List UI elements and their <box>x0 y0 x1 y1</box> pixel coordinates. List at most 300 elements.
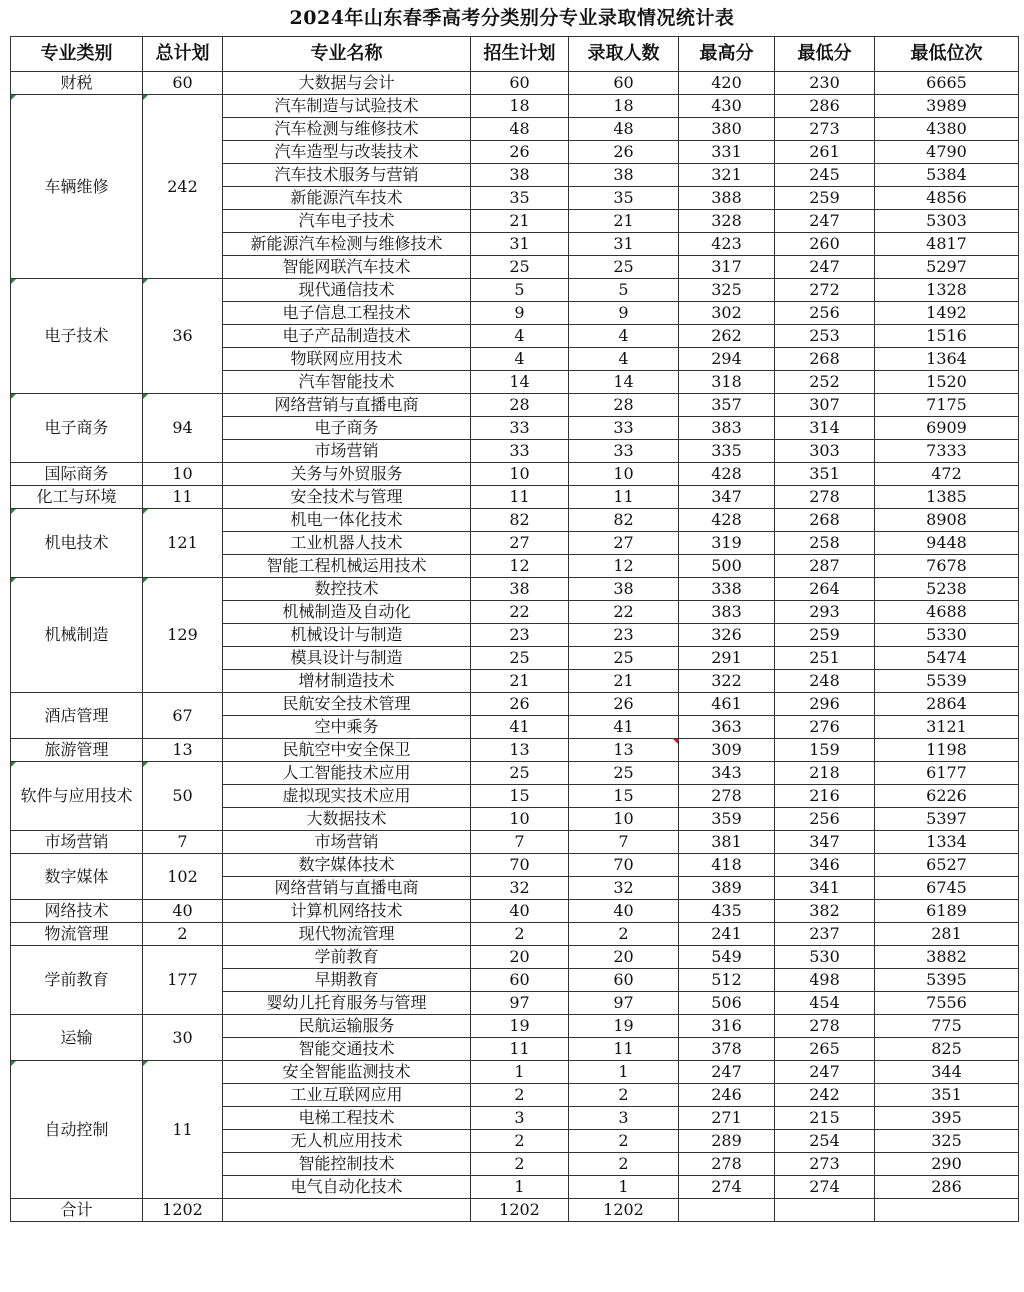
cell-marker-icon <box>11 279 16 284</box>
max-score-cell: 335 <box>679 440 775 463</box>
table-row <box>11 95 1019 118</box>
admitted-cell: 60 <box>569 72 679 95</box>
major-name-cell: 工业互联网应用 <box>223 1084 471 1107</box>
table-row <box>11 762 1019 785</box>
min-rank-cell: 5539 <box>875 670 1019 693</box>
table-row <box>11 279 1019 302</box>
total-plan-cell: 2 <box>143 923 223 946</box>
min-score-cell: 159 <box>775 739 875 762</box>
admitted-cell: 35 <box>569 187 679 210</box>
admitted-cell: 11 <box>569 486 679 509</box>
admitted-cell: 38 <box>569 578 679 601</box>
min-rank-cell: 5384 <box>875 164 1019 187</box>
total-plan-cell: 60 <box>143 72 223 95</box>
category-cell: 机械制造 <box>11 578 143 693</box>
cell-marker-icon <box>143 95 148 100</box>
enroll-plan-cell: 11 <box>471 1038 569 1061</box>
max-score-cell: 380 <box>679 118 775 141</box>
enroll-plan-cell: 25 <box>471 647 569 670</box>
total-plan-cell: 94 <box>143 394 223 463</box>
admitted-cell: 15 <box>569 785 679 808</box>
min-score-cell: 259 <box>775 187 875 210</box>
major-name-cell: 关务与外贸服务 <box>223 463 471 486</box>
admitted-cell: 60 <box>569 969 679 992</box>
total-plan-cell: 177 <box>143 946 223 1015</box>
major-name-cell: 机械制造及自动化 <box>223 601 471 624</box>
max-score-cell: 291 <box>679 647 775 670</box>
min-rank-cell: 472 <box>875 463 1019 486</box>
admitted-cell: 10 <box>569 808 679 831</box>
major-name-cell: 电气自动化技术 <box>223 1176 471 1199</box>
total-plan-cell: 129 <box>143 578 223 693</box>
enroll-plan-cell: 21 <box>471 670 569 693</box>
min-score-cell: 382 <box>775 900 875 923</box>
min-score-cell: 530 <box>775 946 875 969</box>
enroll-plan-cell: 14 <box>471 371 569 394</box>
max-score-cell: 246 <box>679 1084 775 1107</box>
table-row <box>11 693 1019 716</box>
max-score-cell: 388 <box>679 187 775 210</box>
enroll-plan-cell: 60 <box>471 969 569 992</box>
total-plan-cell: 13 <box>143 739 223 762</box>
admitted-cell: 13 <box>569 739 679 762</box>
min-score-cell: 256 <box>775 808 875 831</box>
category-cell: 旅游管理 <box>11 739 143 762</box>
min-rank-cell: 5238 <box>875 578 1019 601</box>
enroll-plan-cell: 4 <box>471 325 569 348</box>
admitted-cell: 1 <box>569 1061 679 1084</box>
major-name-cell: 智能交通技术 <box>223 1038 471 1061</box>
table-row <box>11 923 1019 946</box>
min-rank-cell: 325 <box>875 1130 1019 1153</box>
enroll-plan-cell: 26 <box>471 141 569 164</box>
min-rank-cell: 395 <box>875 1107 1019 1130</box>
min-score-cell: 268 <box>775 348 875 371</box>
admitted-cell: 23 <box>569 624 679 647</box>
max-score-cell: 363 <box>679 716 775 739</box>
enroll-plan-cell: 20 <box>471 946 569 969</box>
total-plan-cell: 242 <box>143 95 223 279</box>
table-row <box>11 578 1019 601</box>
major-name-cell: 机电一体化技术 <box>223 509 471 532</box>
min-rank-cell: 3882 <box>875 946 1019 969</box>
min-score-cell: 454 <box>775 992 875 1015</box>
admitted-cell: 3 <box>569 1107 679 1130</box>
major-name-cell: 新能源汽车技术 <box>223 187 471 210</box>
category-cell: 数字媒体 <box>11 854 143 900</box>
min-rank-cell: 344 <box>875 1061 1019 1084</box>
min-rank-cell: 5330 <box>875 624 1019 647</box>
enroll-plan-cell: 19 <box>471 1015 569 1038</box>
max-score-cell: 500 <box>679 555 775 578</box>
total-plan-cell: 30 <box>143 1015 223 1061</box>
major-name-cell: 早期教育 <box>223 969 471 992</box>
admitted-cell: 33 <box>569 417 679 440</box>
max-score-cell: 418 <box>679 854 775 877</box>
enroll-plan-cell: 10 <box>471 808 569 831</box>
min-rank-cell: 5297 <box>875 256 1019 279</box>
max-score-cell: 549 <box>679 946 775 969</box>
major-name-cell: 学前教育 <box>223 946 471 969</box>
major-name-cell: 汽车技术服务与营销 <box>223 164 471 187</box>
min-rank-cell: 281 <box>875 923 1019 946</box>
enroll-plan-cell: 25 <box>471 762 569 785</box>
admitted-cell: 21 <box>569 210 679 233</box>
major-name-cell: 电梯工程技术 <box>223 1107 471 1130</box>
max-score-cell: 247 <box>679 1061 775 1084</box>
total-plan-cell: 11 <box>143 1061 223 1199</box>
min-rank-cell: 4856 <box>875 187 1019 210</box>
header-major-name: 专业名称 <box>223 37 471 72</box>
admitted-cell: 38 <box>569 164 679 187</box>
enroll-plan-cell: 1 <box>471 1061 569 1084</box>
min-score-cell: 247 <box>775 256 875 279</box>
table-row <box>11 1015 1019 1038</box>
enroll-plan-cell: 21 <box>471 210 569 233</box>
major-name-cell: 计算机网络技术 <box>223 900 471 923</box>
major-name-cell: 民航运输服务 <box>223 1015 471 1038</box>
major-name-cell: 现代通信技术 <box>223 279 471 302</box>
table-row <box>11 854 1019 877</box>
enroll-plan-cell: 38 <box>471 578 569 601</box>
min-rank-cell: 1364 <box>875 348 1019 371</box>
cell-marker-icon <box>11 509 16 514</box>
major-name-cell: 新能源汽车检测与维修技术 <box>223 233 471 256</box>
major-name-cell: 婴幼儿托育服务与管理 <box>223 992 471 1015</box>
admitted-cell: 33 <box>569 440 679 463</box>
admitted-cell: 9 <box>569 302 679 325</box>
min-score-cell: 254 <box>775 1130 875 1153</box>
admitted-cell: 1 <box>569 1176 679 1199</box>
min-rank-cell: 5303 <box>875 210 1019 233</box>
min-rank-cell: 6527 <box>875 854 1019 877</box>
max-score-cell: 262 <box>679 325 775 348</box>
cell-marker-icon <box>11 95 16 100</box>
enroll-plan-cell: 97 <box>471 992 569 1015</box>
max-score-cell: 274 <box>679 1176 775 1199</box>
admitted-cell: 2 <box>569 1153 679 1176</box>
admitted-cell: 82 <box>569 509 679 532</box>
max-score-cell: 343 <box>679 762 775 785</box>
max-score-cell: 241 <box>679 923 775 946</box>
header-total-plan: 总计划 <box>143 37 223 72</box>
major-name-cell: 民航安全技术管理 <box>223 693 471 716</box>
admitted-cell: 12 <box>569 555 679 578</box>
cell-marker-icon <box>143 509 148 514</box>
min-score-cell: 273 <box>775 1153 875 1176</box>
major-name-cell: 机械设计与制造 <box>223 624 471 647</box>
total-empty-cell <box>875 1199 1019 1222</box>
table-row <box>11 486 1019 509</box>
max-score-cell: 319 <box>679 532 775 555</box>
min-score-cell: 251 <box>775 647 875 670</box>
admitted-cell: 7 <box>569 831 679 854</box>
min-rank-cell: 4790 <box>875 141 1019 164</box>
total-plan-cell: 102 <box>143 854 223 900</box>
min-score-cell: 351 <box>775 463 875 486</box>
min-score-cell: 253 <box>775 325 875 348</box>
admitted-cell: 70 <box>569 854 679 877</box>
admitted-cell: 20 <box>569 946 679 969</box>
min-score-cell: 314 <box>775 417 875 440</box>
admitted-cell: 31 <box>569 233 679 256</box>
cell-marker-icon <box>11 578 16 583</box>
max-score-cell: 338 <box>679 578 775 601</box>
category-cell: 物流管理 <box>11 923 143 946</box>
max-score-cell: 430 <box>679 95 775 118</box>
major-name-cell: 工业机器人技术 <box>223 532 471 555</box>
min-score-cell: 252 <box>775 371 875 394</box>
max-score-cell: 378 <box>679 1038 775 1061</box>
min-rank-cell: 1492 <box>875 302 1019 325</box>
admitted-cell: 14 <box>569 371 679 394</box>
enroll-plan-cell: 5 <box>471 279 569 302</box>
min-score-cell: 248 <box>775 670 875 693</box>
enroll-plan-cell: 2 <box>471 1130 569 1153</box>
major-name-cell: 物联网应用技术 <box>223 348 471 371</box>
min-score-cell: 293 <box>775 601 875 624</box>
cell-marker-icon <box>143 1061 148 1066</box>
header-admitted: 录取人数 <box>569 37 679 72</box>
major-name-cell: 网络营销与直播电商 <box>223 394 471 417</box>
enroll-plan-cell: 70 <box>471 854 569 877</box>
cell-marker-icon <box>143 394 148 399</box>
total-plan-sum: 1202 <box>143 1199 223 1222</box>
admitted-cell: 25 <box>569 256 679 279</box>
total-plan-cell: 67 <box>143 693 223 739</box>
major-name-cell: 大数据与会计 <box>223 72 471 95</box>
min-rank-cell: 3121 <box>875 716 1019 739</box>
min-score-cell: 498 <box>775 969 875 992</box>
max-score-cell: 278 <box>679 785 775 808</box>
major-name-cell: 汽车检测与维修技术 <box>223 118 471 141</box>
major-name-cell: 数控技术 <box>223 578 471 601</box>
header-min-rank: 最低位次 <box>875 37 1019 72</box>
min-score-cell: 265 <box>775 1038 875 1061</box>
min-rank-cell: 6665 <box>875 72 1019 95</box>
enroll-plan-cell: 60 <box>471 72 569 95</box>
total-plan-cell: 121 <box>143 509 223 578</box>
enroll-plan-cell: 33 <box>471 440 569 463</box>
enroll-plan-cell: 7 <box>471 831 569 854</box>
min-rank-cell: 6226 <box>875 785 1019 808</box>
cell-marker-icon <box>143 578 148 583</box>
min-score-cell: 296 <box>775 693 875 716</box>
admitted-cell: 2 <box>569 1130 679 1153</box>
min-rank-cell: 5397 <box>875 808 1019 831</box>
major-name-cell: 数字媒体技术 <box>223 854 471 877</box>
total-row <box>11 1199 1019 1222</box>
max-score-cell: 383 <box>679 417 775 440</box>
max-score-cell: 512 <box>679 969 775 992</box>
min-score-cell: 273 <box>775 118 875 141</box>
enroll-plan-cell: 27 <box>471 532 569 555</box>
enroll-plan-cell: 2 <box>471 1153 569 1176</box>
min-rank-cell: 1328 <box>875 279 1019 302</box>
major-name-cell: 电子商务 <box>223 417 471 440</box>
max-score-cell: 321 <box>679 164 775 187</box>
max-score-cell: 322 <box>679 670 775 693</box>
category-cell: 机电技术 <box>11 509 143 578</box>
min-score-cell: 341 <box>775 877 875 900</box>
major-name-cell: 网络营销与直播电商 <box>223 877 471 900</box>
min-score-cell: 346 <box>775 854 875 877</box>
major-name-cell: 汽车制造与试验技术 <box>223 95 471 118</box>
category-cell: 自动控制 <box>11 1061 143 1199</box>
enroll-plan-cell: 4 <box>471 348 569 371</box>
enroll-plan-cell: 26 <box>471 693 569 716</box>
total-plan-cell: 50 <box>143 762 223 831</box>
admitted-cell: 97 <box>569 992 679 1015</box>
admitted-cell: 5 <box>569 279 679 302</box>
min-score-cell: 242 <box>775 1084 875 1107</box>
table-row <box>11 831 1019 854</box>
comment-marker-icon <box>673 739 678 744</box>
category-cell: 运输 <box>11 1015 143 1061</box>
major-name-cell: 市场营销 <box>223 831 471 854</box>
major-name-cell: 增材制造技术 <box>223 670 471 693</box>
max-score-cell: 359 <box>679 808 775 831</box>
min-rank-cell: 1198 <box>875 739 1019 762</box>
max-score-cell: 302 <box>679 302 775 325</box>
enroll-plan-cell: 18 <box>471 95 569 118</box>
max-score-cell: 316 <box>679 1015 775 1038</box>
max-score-cell: 309 <box>679 739 775 762</box>
enroll-plan-cell: 35 <box>471 187 569 210</box>
enroll-plan-cell: 1 <box>471 1176 569 1199</box>
max-score-cell: 289 <box>679 1130 775 1153</box>
admitted-cell: 19 <box>569 1015 679 1038</box>
min-rank-cell: 1385 <box>875 486 1019 509</box>
major-name-cell: 人工智能技术应用 <box>223 762 471 785</box>
min-rank-cell: 7678 <box>875 555 1019 578</box>
major-name-cell: 民航空中安全保卫 <box>223 739 471 762</box>
admitted-cell: 10 <box>569 463 679 486</box>
header-max-score: 最高分 <box>679 37 775 72</box>
major-name-cell: 虚拟现实技术应用 <box>223 785 471 808</box>
major-name-cell: 现代物流管理 <box>223 923 471 946</box>
table-row <box>11 946 1019 969</box>
min-rank-cell: 4380 <box>875 118 1019 141</box>
category-cell: 学前教育 <box>11 946 143 1015</box>
total-plan-cell: 36 <box>143 279 223 394</box>
major-name-cell: 大数据技术 <box>223 808 471 831</box>
admitted-cell: 18 <box>569 95 679 118</box>
min-rank-cell: 1334 <box>875 831 1019 854</box>
admitted-cell: 2 <box>569 923 679 946</box>
enroll-plan-cell: 22 <box>471 601 569 624</box>
total-empty-cell <box>223 1199 471 1222</box>
min-score-cell: 272 <box>775 279 875 302</box>
min-score-cell: 230 <box>775 72 875 95</box>
cell-marker-icon <box>143 762 148 767</box>
min-score-cell: 278 <box>775 1015 875 1038</box>
admitted-cell: 32 <box>569 877 679 900</box>
admitted-cell: 25 <box>569 647 679 670</box>
max-score-cell: 383 <box>679 601 775 624</box>
max-score-cell: 328 <box>679 210 775 233</box>
min-score-cell: 274 <box>775 1176 875 1199</box>
enroll-plan-cell: 2 <box>471 1084 569 1107</box>
total-plan-cell: 11 <box>143 486 223 509</box>
min-rank-cell: 351 <box>875 1084 1019 1107</box>
admitted-cell: 22 <box>569 601 679 624</box>
max-score-cell: 318 <box>679 371 775 394</box>
admitted-cell: 26 <box>569 693 679 716</box>
table-row <box>11 394 1019 417</box>
enroll-plan-cell: 2 <box>471 923 569 946</box>
header-enroll-plan: 招生计划 <box>471 37 569 72</box>
header-row <box>11 37 1019 72</box>
admitted-cell: 25 <box>569 762 679 785</box>
admitted-cell: 41 <box>569 716 679 739</box>
min-rank-cell: 9448 <box>875 532 1019 555</box>
total-enroll-sum: 1202 <box>471 1199 569 1222</box>
table-row <box>11 463 1019 486</box>
category-cell: 电子商务 <box>11 394 143 463</box>
min-rank-cell: 6177 <box>875 762 1019 785</box>
max-score-cell: 347 <box>679 486 775 509</box>
total-plan-cell: 7 <box>143 831 223 854</box>
min-rank-cell: 5395 <box>875 969 1019 992</box>
min-rank-cell: 2864 <box>875 693 1019 716</box>
min-score-cell: 247 <box>775 210 875 233</box>
max-score-cell: 357 <box>679 394 775 417</box>
enroll-plan-cell: 82 <box>471 509 569 532</box>
admitted-cell: 11 <box>569 1038 679 1061</box>
min-rank-cell: 775 <box>875 1015 1019 1038</box>
total-plan-cell: 40 <box>143 900 223 923</box>
category-cell: 财税 <box>11 72 143 95</box>
max-score-cell: 506 <box>679 992 775 1015</box>
min-score-cell: 258 <box>775 532 875 555</box>
major-name-cell: 市场营销 <box>223 440 471 463</box>
enroll-plan-cell: 28 <box>471 394 569 417</box>
max-score-cell: 435 <box>679 900 775 923</box>
admitted-cell: 2 <box>569 1084 679 1107</box>
enroll-plan-cell: 13 <box>471 739 569 762</box>
max-score-cell: 325 <box>679 279 775 302</box>
major-name-cell: 无人机应用技术 <box>223 1130 471 1153</box>
min-score-cell: 347 <box>775 831 875 854</box>
major-name-cell: 智能工程机械运用技术 <box>223 555 471 578</box>
header-min-score: 最低分 <box>775 37 875 72</box>
min-rank-cell: 8908 <box>875 509 1019 532</box>
header-category: 专业类别 <box>11 37 143 72</box>
max-score-cell: 461 <box>679 693 775 716</box>
min-score-cell: 307 <box>775 394 875 417</box>
min-score-cell: 303 <box>775 440 875 463</box>
min-rank-cell: 825 <box>875 1038 1019 1061</box>
enroll-plan-cell: 40 <box>471 900 569 923</box>
min-rank-cell: 7175 <box>875 394 1019 417</box>
max-score-cell: 331 <box>679 141 775 164</box>
total-plan-cell: 10 <box>143 463 223 486</box>
max-score-cell: 420 <box>679 72 775 95</box>
enroll-plan-cell: 41 <box>471 716 569 739</box>
enroll-plan-cell: 31 <box>471 233 569 256</box>
table-body <box>11 72 1019 1199</box>
min-rank-cell: 6189 <box>875 900 1019 923</box>
table-row <box>11 1061 1019 1084</box>
category-cell: 网络技术 <box>11 900 143 923</box>
admitted-cell: 28 <box>569 394 679 417</box>
enroll-plan-cell: 10 <box>471 463 569 486</box>
enroll-plan-cell: 9 <box>471 302 569 325</box>
enroll-plan-cell: 15 <box>471 785 569 808</box>
min-rank-cell: 7333 <box>875 440 1019 463</box>
major-name-cell: 电子产品制造技术 <box>223 325 471 348</box>
